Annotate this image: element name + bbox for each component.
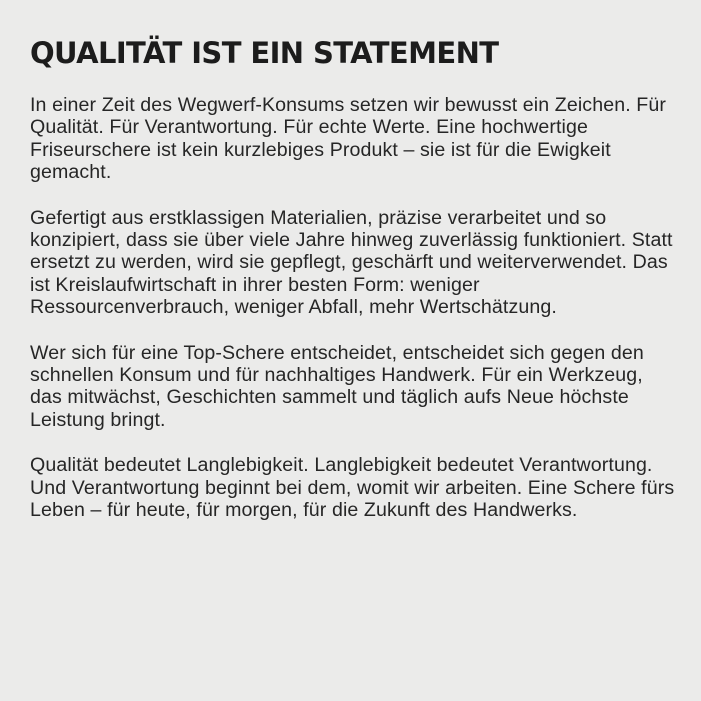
paragraph-quality-statement: In einer Zeit des Wegwerf-Konsums setzen wir bewusst ein Zeichen. Für Qualität. Für Verantwortung. Für echte Werte. Eine hochwertige Friseurschere ist kein kurzlebiges Produkt – sie ist für die Ewigkeit gemacht. (30, 94, 666, 184)
page-title: QUALITÄT IST EIN STATEMENT (30, 36, 499, 70)
paragraph-choice: Wer sich für eine Top-Schere entscheidet, entscheidet sich gegen den schnellen Konsum und für nachhaltiges Handwerk. Für ein Werkzeug, das mitwächst, Geschichten sammelt und täglich aufs Neue höchste Leistung bringt. (30, 341, 644, 431)
paragraph-materials: Gefertigt aus erstklassigen Materialien, präzise verarbeitet und so konzipiert, dass sie über viele Jahre hinweg zuverlässig funktioniert. Statt ersetzt zu werden, wird sie gepflegt, geschärft und weiterverwendet. Das ist Kreislaufwirtschaft in ihrer besten Form: weniger Ressourcenverbrauch, weniger Abfall, mehr Wertschätzung. (30, 206, 673, 319)
paragraph-longevity: Qualität bedeutet Langlebigkeit. Langlebigkeit bedeutet Verantwortung. Und Verantwortung beginnt bei dem, womit wir arbeiten. Eine Schere fürs Leben – für heute, für morgen, für die Zukunft des Handwerks. (30, 454, 675, 522)
